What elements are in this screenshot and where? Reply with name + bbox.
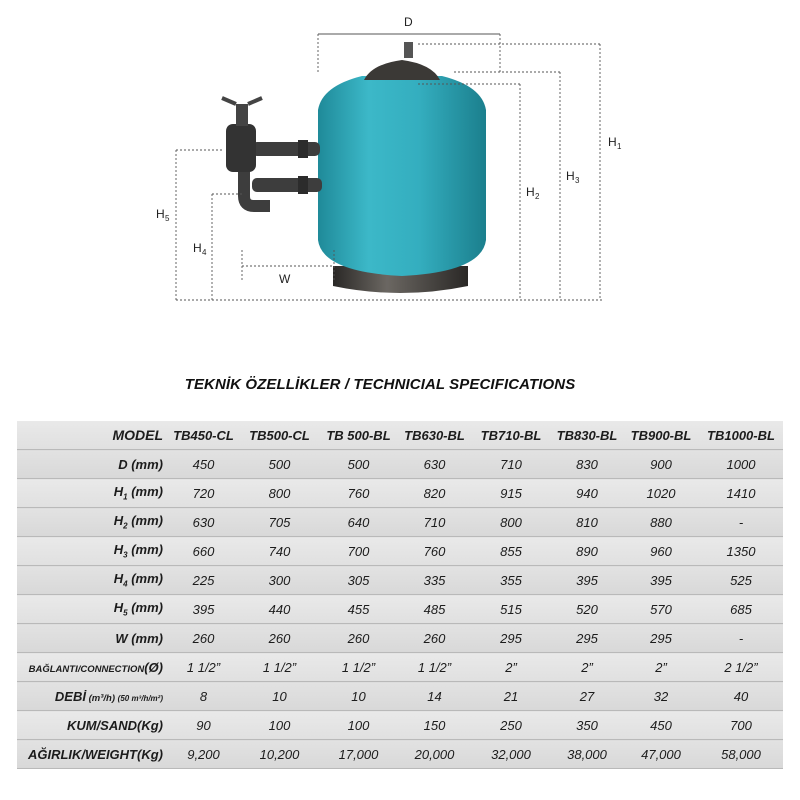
row-label-text: H [113,600,124,616]
spec-cell: 640 [319,508,398,537]
spec-cell: 2” [551,653,623,682]
spec-cell: 14 [398,682,471,711]
spec-cell: 1 1/2” [398,653,471,682]
model-name: TB630-BL [398,421,471,450]
spec-cell: 450 [623,711,699,740]
spec-row [17,450,783,479]
tank-vent [404,42,413,58]
spec-cell: 260 [240,624,319,653]
spec-cell: 295 [471,624,551,653]
spec-row [17,624,783,653]
label-h4: H [193,241,202,255]
spec-table [17,421,783,769]
spec-cell: 630 [398,450,471,479]
label-d: D [404,15,413,29]
spec-cell: 820 [398,479,471,508]
spec-row [17,537,783,566]
spec-row [17,682,783,711]
tank-body [318,76,486,276]
spec-cell: 100 [319,711,398,740]
spec-cell: 880 [623,508,699,537]
row-label-text: W (mm) [115,630,163,646]
spec-cell: 1 1/2” [167,653,240,682]
spec-cell: 350 [551,711,623,740]
label-h2: H [526,185,535,199]
row-label [17,566,167,595]
row-label [17,682,167,711]
spec-cell: 660 [167,537,240,566]
spec-cell: 500 [319,450,398,479]
spec-cell: 47,000 [623,740,699,769]
row-label-text: H [113,542,124,558]
spec-cell: 300 [240,566,319,595]
spec-cell: 355 [471,566,551,595]
spec-cell: 810 [551,508,623,537]
spec-cell: 900 [623,450,699,479]
spec-cell: - [699,624,783,653]
spec-cell: 1410 [699,479,783,508]
spec-cell: 395 [167,595,240,624]
header-label: MODEL [17,421,167,450]
row-label-subscript: 2 [123,521,128,531]
spec-cell: 1 1/2” [319,653,398,682]
spec-cell: 525 [699,566,783,595]
row-label-unit: (mm) [127,571,163,587]
spec-cell: 710 [471,450,551,479]
spec-cell: 940 [551,479,623,508]
spec-title: TEKNİK ÖZELLİKLER / TECHNICIAL SPECIFICATIONS [184,376,576,393]
row-label-text: BAĞLANTI/CONNECTION [28,663,145,675]
row-label-unit: (mm) [127,513,163,529]
spec-row [17,508,783,537]
spec-cell: 630 [167,508,240,537]
spec-cell: 960 [623,537,699,566]
spec-cell: 710 [398,508,471,537]
spec-cell: 10,200 [240,740,319,769]
spec-cell: 40 [699,682,783,711]
label-w: W [279,272,291,286]
spec-cell: 17,000 [319,740,398,769]
row-label-text: H [113,571,124,587]
spec-cell: 1020 [623,479,699,508]
row-label-unit: (mm) [127,600,163,616]
row-label-unit: (m³/h) [85,692,118,704]
model-name: TB830-BL [551,421,623,450]
spec-cell: 2” [471,653,551,682]
row-label-text: DEBİ [54,688,86,704]
row-label [17,479,167,508]
spec-cell: 100 [240,711,319,740]
spec-cell: 305 [319,566,398,595]
header-row [17,421,783,450]
row-label-subscript: 5 [123,608,128,618]
spec-cell: 1 1/2” [240,653,319,682]
spec-cell: 520 [551,595,623,624]
spec-cell: 450 [167,450,240,479]
spec-cell: 27 [551,682,623,711]
spec-cell: 335 [398,566,471,595]
row-label [17,740,167,769]
row-label [17,595,167,624]
label-h4-sub: 4 [202,248,207,257]
model-name: TB1000-BL [699,421,783,450]
spec-cell: 32 [623,682,699,711]
spec-cell: 38,000 [551,740,623,769]
spec-cell: 700 [319,537,398,566]
spec-cell: 800 [471,508,551,537]
spec-cell: 855 [471,537,551,566]
spec-cell: 10 [319,682,398,711]
label-h1-sub: 1 [617,142,622,151]
spec-cell: 830 [551,450,623,479]
spec-cell: - [699,508,783,537]
row-label-unit: (Ø) [144,659,163,675]
spec-cell: 800 [240,479,319,508]
filter-diagram [0,0,800,340]
label-h5-sub: 5 [165,214,170,223]
spec-cell: 260 [167,624,240,653]
spec-cell: 21 [471,682,551,711]
label-h2-sub: 2 [535,192,540,201]
spec-cell: 150 [398,711,471,740]
spec-cell: 9,200 [167,740,240,769]
spec-cell: 395 [551,566,623,595]
spec-cell: 455 [319,595,398,624]
spec-row [17,595,783,624]
row-label-subscript: 4 [123,579,128,589]
row-label-subscript: 1 [123,492,128,502]
spec-cell: 260 [398,624,471,653]
spec-cell: 1000 [699,450,783,479]
spec-cell: 90 [167,711,240,740]
spec-cell: 720 [167,479,240,508]
spec-cell: 515 [471,595,551,624]
spec-row [17,653,783,682]
label-h3-sub: 3 [575,176,580,185]
row-label-text: AĞIRLIK/WEIGHT [27,746,137,762]
spec-cell: 10 [240,682,319,711]
spec-cell: 485 [398,595,471,624]
row-label [17,508,167,537]
spec-cell: 1350 [699,537,783,566]
spec-cell: 260 [319,624,398,653]
row-label-text: D (mm) [118,456,163,472]
label-h3: H [566,169,575,183]
spec-cell: 8 [167,682,240,711]
multiport-valve [222,98,322,206]
row-label-text: H [113,484,124,500]
spec-cell: 760 [398,537,471,566]
spec-cell: 395 [623,566,699,595]
row-label-text: H [113,513,124,529]
spec-cell: 32,000 [471,740,551,769]
spec-cell: 440 [240,595,319,624]
row-label [17,711,167,740]
spec-cell: 500 [240,450,319,479]
row-label [17,653,167,682]
tank-lid [364,60,440,80]
row-label-note: (50 m³/h/m²) [117,693,163,703]
spec-cell: 740 [240,537,319,566]
spec-row [17,566,783,595]
spec-cell: 760 [319,479,398,508]
row-label-unit: (Kg) [137,717,163,733]
row-label [17,537,167,566]
row-label-subscript: 3 [123,550,128,560]
row-label-unit: (mm) [127,542,163,558]
spec-row [17,740,783,769]
spec-cell: 700 [699,711,783,740]
row-label-unit: (Kg) [137,746,163,762]
label-h1: H [608,135,617,149]
model-name: TB900-BL [623,421,699,450]
row-label [17,450,167,479]
row-label [17,624,167,653]
spec-cell: 915 [471,479,551,508]
spec-row [17,479,783,508]
label-h5: H [156,207,165,221]
spec-row [17,711,783,740]
row-label-text: KUM/SAND [66,717,137,733]
spec-cell: 685 [699,595,783,624]
spec-cell: 20,000 [398,740,471,769]
spec-cell: 2” [623,653,699,682]
model-name: TB710-BL [471,421,551,450]
model-name: TB450-CL [167,421,240,450]
spec-cell: 295 [551,624,623,653]
spec-cell: 250 [471,711,551,740]
spec-cell: 570 [623,595,699,624]
model-name: TB 500-BL [319,421,398,450]
spec-cell: 58,000 [699,740,783,769]
spec-cell: 295 [623,624,699,653]
spec-cell: 705 [240,508,319,537]
spec-cell: 225 [167,566,240,595]
model-name: TB500-CL [240,421,319,450]
row-label-unit: (mm) [127,484,163,500]
spec-cell: 2 1/2” [699,653,783,682]
spec-cell: 890 [551,537,623,566]
